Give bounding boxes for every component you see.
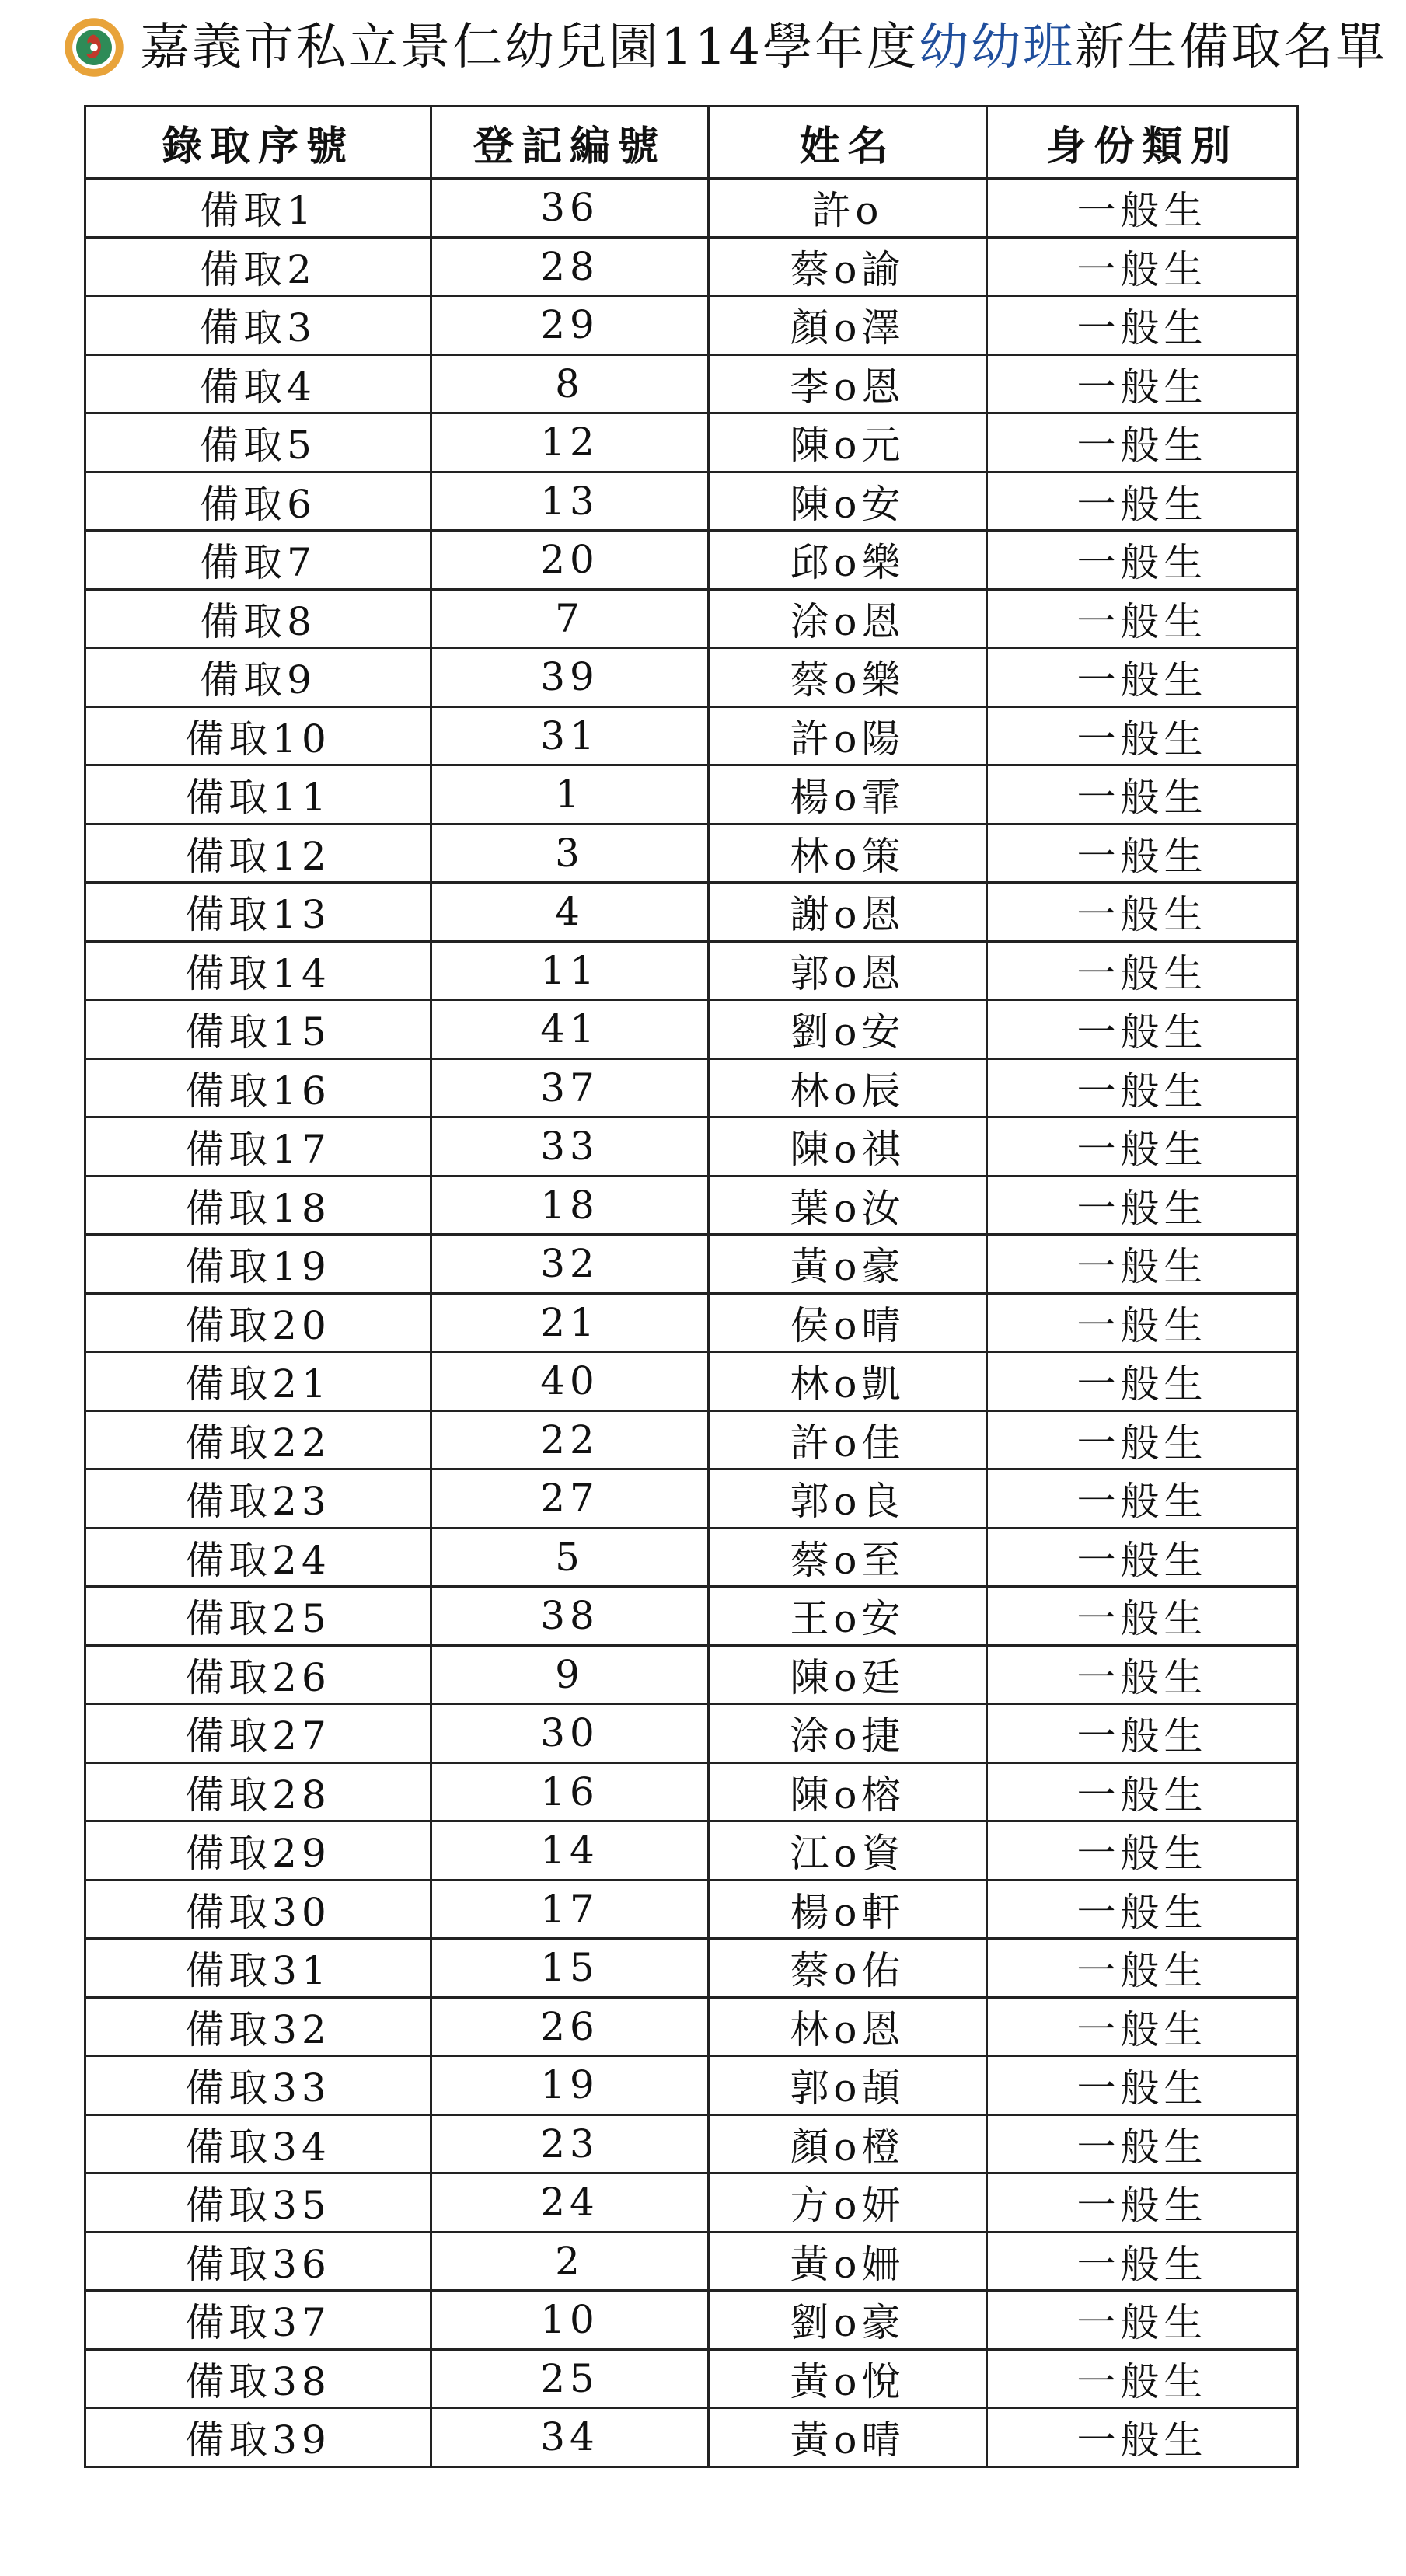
category-cell: 一般生 bbox=[987, 2408, 1298, 2467]
admission-number-cell: 備取15 bbox=[85, 1000, 431, 1059]
table-row bbox=[85, 1176, 1298, 1235]
category-cell: 一般生 bbox=[987, 648, 1298, 707]
table-row bbox=[85, 1880, 1298, 1939]
name-cell: 許o bbox=[709, 179, 987, 238]
name-cell: 黃o姍 bbox=[709, 2232, 987, 2291]
registration-number-cell: 24 bbox=[431, 2173, 709, 2233]
registration-number-cell: 11 bbox=[431, 941, 709, 1000]
admission-number-cell: 備取2 bbox=[85, 237, 431, 296]
registration-number-cell: 13 bbox=[431, 472, 709, 531]
admission-number-cell: 備取21 bbox=[85, 1352, 431, 1411]
registration-number-cell: 32 bbox=[431, 1235, 709, 1294]
name-cell: 陳o安 bbox=[709, 472, 987, 531]
category-cell: 一般生 bbox=[987, 2232, 1298, 2291]
table-row bbox=[85, 354, 1298, 413]
table-row bbox=[85, 589, 1298, 648]
registration-number-cell: 20 bbox=[431, 531, 709, 590]
admission-number-cell: 備取33 bbox=[85, 2056, 431, 2115]
table-row bbox=[85, 1821, 1298, 1881]
name-cell: 黃o悅 bbox=[709, 2349, 987, 2408]
name-cell: 邱o樂 bbox=[709, 531, 987, 590]
admission-number-cell: 備取28 bbox=[85, 1762, 431, 1821]
title-class-highlight: 幼幼班 bbox=[919, 19, 1076, 76]
table-row bbox=[85, 2056, 1298, 2115]
name-cell: 陳o廷 bbox=[709, 1645, 987, 1704]
table-row bbox=[85, 1645, 1298, 1704]
title-prefix: 嘉義市私立景仁幼兒園114學年度 bbox=[140, 19, 919, 76]
table-row bbox=[85, 1117, 1298, 1176]
name-cell: 劉o安 bbox=[709, 1000, 987, 1059]
admission-number-cell: 備取5 bbox=[85, 413, 431, 472]
registration-number-cell: 10 bbox=[431, 2291, 709, 2350]
category-cell: 一般生 bbox=[987, 824, 1298, 883]
table-row bbox=[85, 296, 1298, 355]
registration-number-cell: 9 bbox=[431, 1645, 709, 1704]
admission-number-cell: 備取8 bbox=[85, 589, 431, 648]
header-category: 身份類別 bbox=[987, 106, 1298, 179]
name-cell: 涂o捷 bbox=[709, 1704, 987, 1763]
category-cell: 一般生 bbox=[987, 883, 1298, 942]
admission-number-cell: 備取30 bbox=[85, 1880, 431, 1939]
admission-number-cell: 備取11 bbox=[85, 765, 431, 824]
name-cell: 侯o晴 bbox=[709, 1293, 987, 1352]
registration-number-cell: 1 bbox=[431, 765, 709, 824]
name-cell: 蔡o樂 bbox=[709, 648, 987, 707]
name-cell: 蔡o佑 bbox=[709, 1939, 987, 1998]
category-cell: 一般生 bbox=[987, 706, 1298, 765]
waitlist-table bbox=[84, 105, 1299, 2468]
admission-number-cell: 備取6 bbox=[85, 472, 431, 531]
category-cell: 一般生 bbox=[987, 1352, 1298, 1411]
registration-number-cell: 29 bbox=[431, 296, 709, 355]
table-row bbox=[85, 1939, 1298, 1998]
table-row bbox=[85, 1352, 1298, 1411]
category-cell: 一般生 bbox=[987, 1058, 1298, 1117]
registration-number-cell: 40 bbox=[431, 1352, 709, 1411]
category-cell: 一般生 bbox=[987, 941, 1298, 1000]
name-cell: 方o妍 bbox=[709, 2173, 987, 2233]
table-row bbox=[85, 1058, 1298, 1117]
table-row bbox=[85, 2114, 1298, 2173]
category-cell: 一般生 bbox=[987, 2114, 1298, 2173]
table-row bbox=[85, 2349, 1298, 2408]
category-cell: 一般生 bbox=[987, 1176, 1298, 1235]
registration-number-cell: 30 bbox=[431, 1704, 709, 1763]
table-row bbox=[85, 1293, 1298, 1352]
category-cell: 一般生 bbox=[987, 237, 1298, 296]
category-cell: 一般生 bbox=[987, 1469, 1298, 1529]
table-header-row bbox=[85, 106, 1298, 179]
table-row bbox=[85, 941, 1298, 1000]
category-cell: 一般生 bbox=[987, 1997, 1298, 2056]
admission-number-cell: 備取29 bbox=[85, 1821, 431, 1881]
admission-number-cell: 備取37 bbox=[85, 2291, 431, 2350]
table-row bbox=[85, 1528, 1298, 1587]
name-cell: 陳o元 bbox=[709, 413, 987, 472]
name-cell: 葉o汝 bbox=[709, 1176, 987, 1235]
category-cell: 一般生 bbox=[987, 1762, 1298, 1821]
category-cell: 一般生 bbox=[987, 2173, 1298, 2233]
registration-number-cell: 14 bbox=[431, 1821, 709, 1881]
admission-number-cell: 備取25 bbox=[85, 1587, 431, 1646]
registration-number-cell: 37 bbox=[431, 1058, 709, 1117]
admission-number-cell: 備取4 bbox=[85, 354, 431, 413]
header-admission-number: 錄取序號 bbox=[85, 106, 431, 179]
table-row bbox=[85, 824, 1298, 883]
name-cell: 楊o軒 bbox=[709, 1880, 987, 1939]
category-cell: 一般生 bbox=[987, 1293, 1298, 1352]
name-cell: 林o策 bbox=[709, 824, 987, 883]
admission-number-cell: 備取13 bbox=[85, 883, 431, 942]
admission-number-cell: 備取18 bbox=[85, 1176, 431, 1235]
table-row bbox=[85, 531, 1298, 590]
admission-number-cell: 備取24 bbox=[85, 1528, 431, 1587]
registration-number-cell: 21 bbox=[431, 1293, 709, 1352]
name-cell: 許o佳 bbox=[709, 1410, 987, 1469]
name-cell: 王o安 bbox=[709, 1587, 987, 1646]
category-cell: 一般生 bbox=[987, 179, 1298, 238]
admission-number-cell: 備取3 bbox=[85, 296, 431, 355]
name-cell: 郭o良 bbox=[709, 1469, 987, 1529]
table-row bbox=[85, 1000, 1298, 1059]
table-row bbox=[85, 2408, 1298, 2467]
school-logo-icon bbox=[62, 16, 126, 79]
category-cell: 一般生 bbox=[987, 1587, 1298, 1646]
admission-number-cell: 備取9 bbox=[85, 648, 431, 707]
registration-number-cell: 34 bbox=[431, 2408, 709, 2467]
name-cell: 黃o豪 bbox=[709, 1235, 987, 1294]
table-row bbox=[85, 237, 1298, 296]
table-row bbox=[85, 2173, 1298, 2233]
category-cell: 一般生 bbox=[987, 413, 1298, 472]
name-cell: 郭o頡 bbox=[709, 2056, 987, 2115]
category-cell: 一般生 bbox=[987, 1821, 1298, 1881]
admission-number-cell: 備取16 bbox=[85, 1058, 431, 1117]
category-cell: 一般生 bbox=[987, 589, 1298, 648]
table-body bbox=[85, 179, 1298, 2467]
name-cell: 黃o晴 bbox=[709, 2408, 987, 2467]
table-row bbox=[85, 1235, 1298, 1294]
registration-number-cell: 28 bbox=[431, 237, 709, 296]
category-cell: 一般生 bbox=[987, 1939, 1298, 1998]
table-row bbox=[85, 648, 1298, 707]
admission-number-cell: 備取23 bbox=[85, 1469, 431, 1529]
registration-number-cell: 33 bbox=[431, 1117, 709, 1176]
registration-number-cell: 15 bbox=[431, 1939, 709, 1998]
admission-number-cell: 備取35 bbox=[85, 2173, 431, 2233]
table-row bbox=[85, 1997, 1298, 2056]
category-cell: 一般生 bbox=[987, 1000, 1298, 1059]
header-name: 姓名 bbox=[709, 106, 987, 179]
registration-number-cell: 7 bbox=[431, 589, 709, 648]
registration-number-cell: 41 bbox=[431, 1000, 709, 1059]
registration-number-cell: 39 bbox=[431, 648, 709, 707]
admission-number-cell: 備取10 bbox=[85, 706, 431, 765]
category-cell: 一般生 bbox=[987, 531, 1298, 590]
category-cell: 一般生 bbox=[987, 1235, 1298, 1294]
name-cell: 林o辰 bbox=[709, 1058, 987, 1117]
category-cell: 一般生 bbox=[987, 1880, 1298, 1939]
admission-number-cell: 備取32 bbox=[85, 1997, 431, 2056]
table-row bbox=[85, 1469, 1298, 1529]
name-cell: 涂o恩 bbox=[709, 589, 987, 648]
name-cell: 林o凱 bbox=[709, 1352, 987, 1411]
name-cell: 陳o祺 bbox=[709, 1117, 987, 1176]
registration-number-cell: 12 bbox=[431, 413, 709, 472]
table-row bbox=[85, 883, 1298, 942]
header-registration-number: 登記編號 bbox=[431, 106, 709, 179]
registration-number-cell: 31 bbox=[431, 706, 709, 765]
category-cell: 一般生 bbox=[987, 1117, 1298, 1176]
name-cell: 謝o恩 bbox=[709, 883, 987, 942]
admission-number-cell: 備取7 bbox=[85, 531, 431, 590]
category-cell: 一般生 bbox=[987, 1645, 1298, 1704]
table-row bbox=[85, 1410, 1298, 1469]
admission-number-cell: 備取27 bbox=[85, 1704, 431, 1763]
admission-number-cell: 備取19 bbox=[85, 1235, 431, 1294]
registration-number-cell: 16 bbox=[431, 1762, 709, 1821]
registration-number-cell: 25 bbox=[431, 2349, 709, 2408]
table-row bbox=[85, 2232, 1298, 2291]
registration-number-cell: 36 bbox=[431, 179, 709, 238]
admission-number-cell: 備取31 bbox=[85, 1939, 431, 1998]
page-title bbox=[140, 14, 1387, 81]
registration-number-cell: 4 bbox=[431, 883, 709, 942]
category-cell: 一般生 bbox=[987, 2291, 1298, 2350]
registration-number-cell: 38 bbox=[431, 1587, 709, 1646]
name-cell: 江o資 bbox=[709, 1821, 987, 1881]
registration-number-cell: 5 bbox=[431, 1528, 709, 1587]
page-header bbox=[0, 0, 1406, 93]
table-row bbox=[85, 2291, 1298, 2350]
table-row bbox=[85, 1587, 1298, 1646]
name-cell: 顏o澤 bbox=[709, 296, 987, 355]
admission-number-cell: 備取20 bbox=[85, 1293, 431, 1352]
registration-number-cell: 17 bbox=[431, 1880, 709, 1939]
table-row bbox=[85, 413, 1298, 472]
admission-number-cell: 備取17 bbox=[85, 1117, 431, 1176]
registration-number-cell: 22 bbox=[431, 1410, 709, 1469]
category-cell: 一般生 bbox=[987, 354, 1298, 413]
name-cell: 郭o恩 bbox=[709, 941, 987, 1000]
category-cell: 一般生 bbox=[987, 296, 1298, 355]
name-cell: 李o恩 bbox=[709, 354, 987, 413]
name-cell: 陳o榕 bbox=[709, 1762, 987, 1821]
title-suffix: 新生備取名單 bbox=[1075, 19, 1388, 76]
registration-number-cell: 3 bbox=[431, 824, 709, 883]
admission-number-cell: 備取38 bbox=[85, 2349, 431, 2408]
name-cell: 蔡o諭 bbox=[709, 237, 987, 296]
name-cell: 劉o豪 bbox=[709, 2291, 987, 2350]
table-row bbox=[85, 1762, 1298, 1821]
name-cell: 蔡o至 bbox=[709, 1528, 987, 1587]
registration-number-cell: 18 bbox=[431, 1176, 709, 1235]
table-row bbox=[85, 179, 1298, 238]
category-cell: 一般生 bbox=[987, 1704, 1298, 1763]
category-cell: 一般生 bbox=[987, 1410, 1298, 1469]
table-row bbox=[85, 472, 1298, 531]
admission-number-cell: 備取36 bbox=[85, 2232, 431, 2291]
category-cell: 一般生 bbox=[987, 2056, 1298, 2115]
admission-number-cell: 備取26 bbox=[85, 1645, 431, 1704]
admission-number-cell: 備取22 bbox=[85, 1410, 431, 1469]
category-cell: 一般生 bbox=[987, 2349, 1298, 2408]
table-row bbox=[85, 765, 1298, 824]
category-cell: 一般生 bbox=[987, 765, 1298, 824]
admission-number-cell: 備取14 bbox=[85, 941, 431, 1000]
admission-number-cell: 備取39 bbox=[85, 2408, 431, 2467]
registration-number-cell: 8 bbox=[431, 354, 709, 413]
admission-number-cell: 備取1 bbox=[85, 179, 431, 238]
category-cell: 一般生 bbox=[987, 472, 1298, 531]
admission-number-cell: 備取12 bbox=[85, 824, 431, 883]
admission-number-cell: 備取34 bbox=[85, 2114, 431, 2173]
registration-number-cell: 19 bbox=[431, 2056, 709, 2115]
category-cell: 一般生 bbox=[987, 1528, 1298, 1587]
registration-number-cell: 2 bbox=[431, 2232, 709, 2291]
name-cell: 顏o橙 bbox=[709, 2114, 987, 2173]
name-cell: 楊o霏 bbox=[709, 765, 987, 824]
table-row bbox=[85, 1704, 1298, 1763]
registration-number-cell: 23 bbox=[431, 2114, 709, 2173]
table-row bbox=[85, 706, 1298, 765]
registration-number-cell: 27 bbox=[431, 1469, 709, 1529]
name-cell: 許o陽 bbox=[709, 706, 987, 765]
registration-number-cell: 26 bbox=[431, 1997, 709, 2056]
name-cell: 林o恩 bbox=[709, 1997, 987, 2056]
